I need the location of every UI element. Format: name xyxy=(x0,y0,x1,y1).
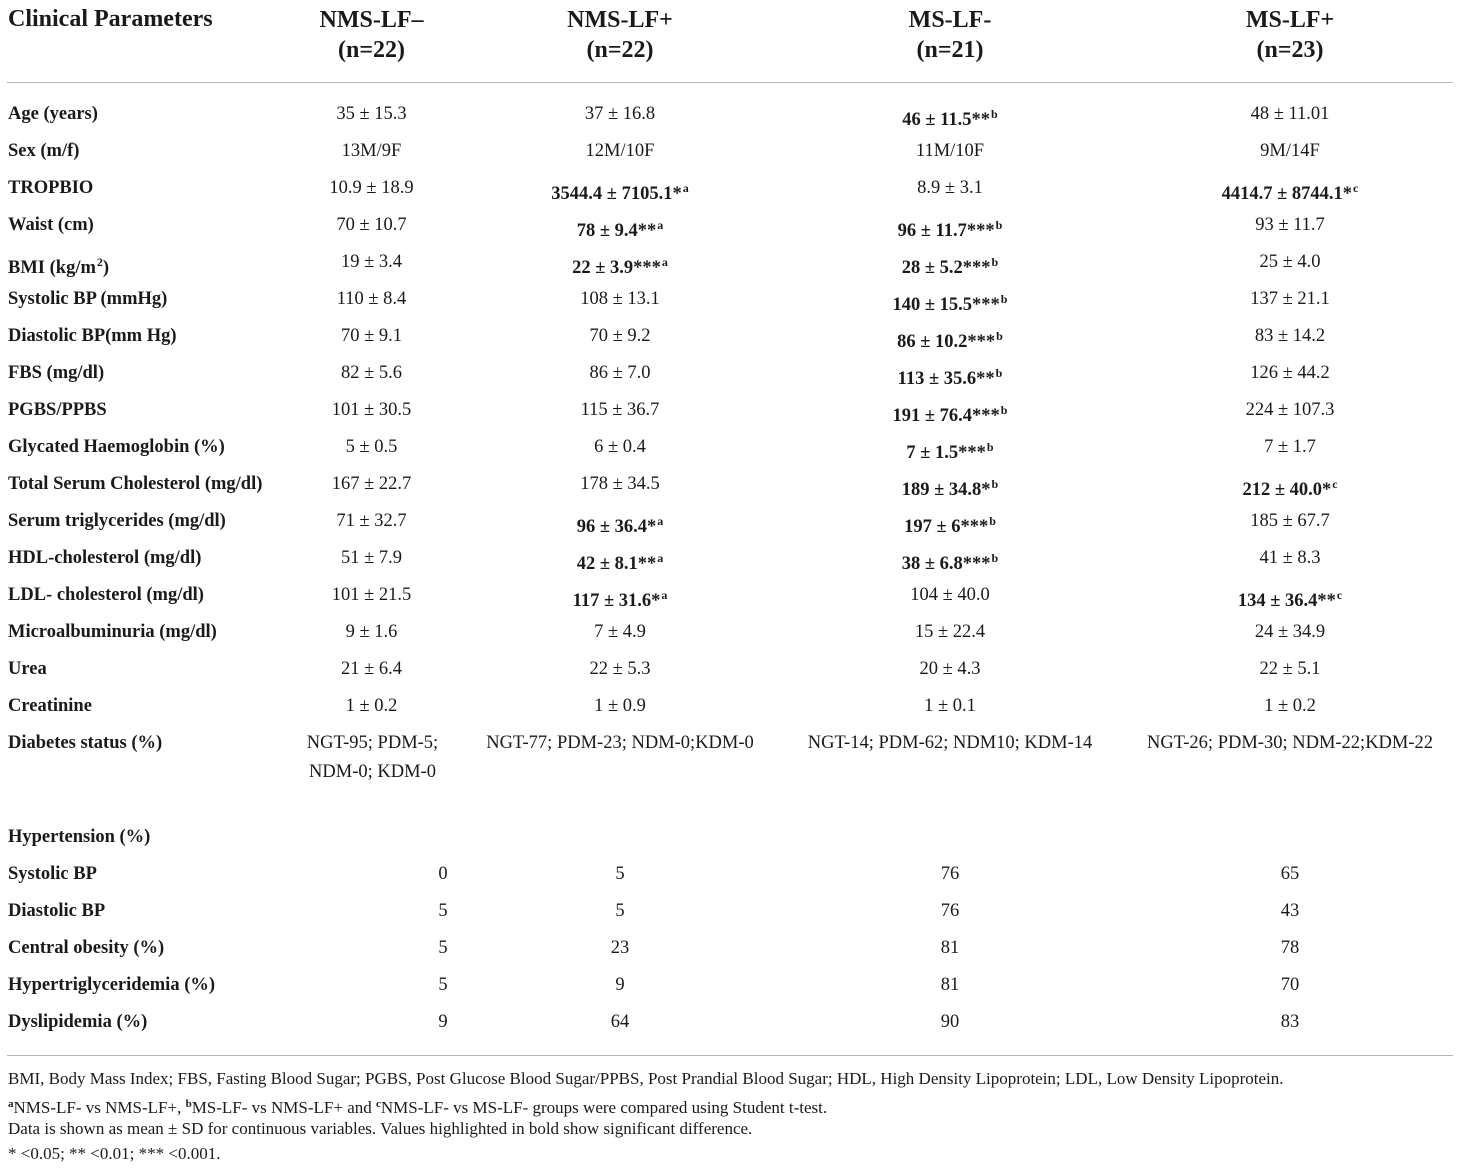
table-cell xyxy=(1120,174,1460,208)
table-cell: 90 xyxy=(940,1012,960,1032)
cell-sup: a xyxy=(657,514,664,528)
table-cell xyxy=(300,581,443,609)
cell-value: 134 ± 36.4** xyxy=(1237,591,1336,611)
table-row xyxy=(0,618,1460,655)
footnote-significance: * <0.05; ** <0.01; *** <0.001. xyxy=(8,1144,221,1163)
row-label xyxy=(8,359,104,387)
table-cell xyxy=(780,285,1120,319)
footnote-sup-b: b xyxy=(185,1098,192,1110)
table-cell: 5 xyxy=(438,938,448,958)
row-label-text: LDL- cholesterol (mg/dl) xyxy=(8,585,204,605)
cell-value: 137 ± 21.1 xyxy=(1250,289,1330,309)
table-cell xyxy=(450,396,790,424)
cell-value: 96 ± 36.4* xyxy=(576,517,657,537)
cell-value: 126 ± 44.2 xyxy=(1250,363,1330,383)
cell-sup: a xyxy=(661,255,668,269)
row-label-text: Systolic BP (mmHg) xyxy=(8,289,168,309)
table-row xyxy=(0,470,1460,507)
cell-value: 21 ± 6.4 xyxy=(340,659,403,679)
table-cell: 5 xyxy=(615,901,625,921)
table-cell xyxy=(1120,322,1460,350)
table-cell xyxy=(1120,359,1460,387)
group-name: NMS-LF– xyxy=(319,7,424,33)
row-label: Diabetes status (%) xyxy=(8,733,163,753)
row-label-text: Creatinine xyxy=(8,696,92,716)
row-label-text: PGBS/PPBS xyxy=(8,400,107,420)
table-cell xyxy=(780,544,1120,578)
footnote-cmp-2: MS-LF- vs NMS-LF+ and xyxy=(191,1098,377,1117)
cell-value: 1 ± 0.9 xyxy=(594,696,646,716)
row-label xyxy=(8,248,109,282)
table-cell xyxy=(300,322,443,350)
table-cell xyxy=(780,322,1120,356)
cell-value: 28 ± 5.2*** xyxy=(901,258,991,278)
table-row xyxy=(0,100,1460,137)
cell-value: 22 ± 5.1 xyxy=(1259,659,1321,679)
cell-value: 35 ± 15.3 xyxy=(336,104,407,124)
cell-sup: b xyxy=(991,255,999,269)
footnote-abbreviations: BMI, Body Mass Index; FBS, Fasting Blood Sugar; PGBS, Post Glucose Blood Sugar/PPBS, Post Prandial Blood Sugar; HDL, High Density Lipoprotein; LDL, Low Density Lipoprotein. xyxy=(8,1069,1284,1088)
table-cell xyxy=(450,322,790,350)
table-row xyxy=(0,507,1460,544)
footnote-sup-a: a xyxy=(8,1098,14,1110)
group-n: (n=21) xyxy=(916,37,984,63)
cell-sup: b xyxy=(1000,292,1008,306)
table-cell: 70 xyxy=(1280,975,1300,995)
table-row xyxy=(0,897,1460,934)
table-cell: 43 xyxy=(1280,901,1300,921)
footer-rule xyxy=(7,1055,1453,1056)
table-cell: 5 xyxy=(438,901,448,921)
table-row-hypertension xyxy=(0,823,1460,860)
table-cell: NGT-26; PDM-30; NDM-22;KDM-22 xyxy=(1146,733,1434,753)
cell-sup: a xyxy=(682,181,689,195)
cell-value: 189 ± 34.8* xyxy=(901,480,991,500)
table-cell xyxy=(780,433,1120,467)
header-group-nms-lf-neg xyxy=(300,5,443,65)
table-cell xyxy=(300,137,443,165)
cell-value: 82 ± 5.6 xyxy=(340,363,403,383)
cell-value: 37 ± 16.8 xyxy=(584,104,656,124)
cell-value: 115 ± 36.7 xyxy=(580,400,660,420)
table-cell: 64 xyxy=(610,1012,630,1032)
table-cell xyxy=(450,285,790,313)
table-cell xyxy=(1120,211,1460,239)
row-label xyxy=(8,581,204,609)
cell-value: 191 ± 76.4*** xyxy=(892,406,1000,426)
table-row xyxy=(0,359,1460,396)
row-label-text: Glycated Haemoglobin (%) xyxy=(8,437,225,457)
table-cell xyxy=(1120,285,1460,313)
row-label-end: ) xyxy=(102,258,110,278)
cell-value: 110 ± 8.4 xyxy=(336,289,407,309)
cell-value: 104 ± 40.0 xyxy=(910,585,990,605)
row-label xyxy=(8,433,225,461)
row-label xyxy=(8,211,94,239)
header-group-nms-lf-pos xyxy=(450,5,790,65)
table-cell xyxy=(1120,137,1460,165)
cell-value: 70 ± 9.2 xyxy=(589,326,651,346)
table-cell: NGT-77; PDM-23; NDM-0;KDM-0 xyxy=(486,733,754,753)
cell-sup: c xyxy=(1353,181,1359,195)
table-cell xyxy=(300,100,443,128)
table-cell xyxy=(780,100,1120,134)
row-label-text: Sex (m/f) xyxy=(8,141,80,161)
row-label-text: Microalbuminuria (mg/dl) xyxy=(8,622,217,642)
cell-value: 8.9 ± 3.1 xyxy=(917,178,983,198)
cell-sup: a xyxy=(657,551,664,565)
table-cell: NGT-14; PDM-62; NDM10; KDM-14 xyxy=(807,733,1093,753)
cell-value: 1 ± 0.2 xyxy=(345,696,398,716)
cell-value: 113 ± 35.6** xyxy=(897,369,995,389)
table-cell: 23 xyxy=(610,938,630,958)
cell-value: 7 ± 1.5*** xyxy=(906,443,986,463)
row-label-text: Total Serum Cholesterol (mg/dl) xyxy=(8,474,263,494)
table-cell xyxy=(300,359,443,387)
cell-value: 13M/9F xyxy=(341,141,402,161)
header-group-ms-lf-neg xyxy=(780,5,1120,65)
table-cell xyxy=(300,655,443,683)
row-label xyxy=(8,100,98,128)
cell-value: 10.9 ± 18.9 xyxy=(329,178,414,198)
cell-value: 22 ± 3.9*** xyxy=(572,258,661,278)
cell-value: 11M/10F xyxy=(915,141,985,161)
row-label xyxy=(8,285,167,313)
row-label xyxy=(8,544,201,572)
cell-value: 3544.4 ± 7105.1* xyxy=(551,184,682,204)
cell-value: 5 ± 0.5 xyxy=(345,437,398,457)
row-label-text: FBS (mg/dl) xyxy=(8,363,105,383)
table-cell: 81 xyxy=(940,938,960,958)
group-n: (n=22) xyxy=(337,37,405,63)
cell-value: 93 ± 11.7 xyxy=(1255,215,1325,235)
header-group-ms-lf-pos xyxy=(1120,5,1460,65)
cell-sup: c xyxy=(1336,588,1343,602)
table-cell: 78 xyxy=(1280,938,1300,958)
cell-sup: b xyxy=(996,329,1003,343)
row-label-text: Waist (cm) xyxy=(8,215,94,235)
row-label xyxy=(8,396,107,424)
table-cell xyxy=(300,507,443,535)
cell-value: 96 ± 11.7*** xyxy=(897,221,995,241)
cell-value: 83 ± 14.2 xyxy=(1254,326,1326,346)
table-cell: 9 xyxy=(438,1012,448,1032)
cell-sup: a xyxy=(657,218,664,232)
row-label-text: BMI (kg/m xyxy=(8,258,96,278)
row-label: Hypertriglyceridemia (%) xyxy=(8,975,216,995)
table-cell xyxy=(450,137,790,165)
table-cell xyxy=(1120,100,1460,128)
table-row xyxy=(0,137,1460,174)
cell-value: 25 ± 4.0 xyxy=(1259,252,1321,272)
table-cell xyxy=(450,100,790,128)
table-cell: 0 xyxy=(438,864,448,884)
row-label xyxy=(8,137,79,165)
cell-value: 41 ± 8.3 xyxy=(1259,548,1321,568)
row-label: Systolic BP xyxy=(8,864,97,884)
table-cell xyxy=(1120,618,1460,646)
row-label xyxy=(8,655,47,683)
cell-value: 51 ± 7.9 xyxy=(340,548,403,568)
cell-value: 178 ± 34.5 xyxy=(580,474,660,494)
cell-value: 1 ± 0.1 xyxy=(924,696,976,716)
cell-value: 19 ± 3.4 xyxy=(340,252,403,272)
row-label-text: Diastolic BP(mm Hg) xyxy=(8,326,177,346)
cell-value: 9M/14F xyxy=(1260,141,1320,161)
group-name: NMS-LF+ xyxy=(567,7,673,33)
cell-value: 46 ± 11.5** xyxy=(902,110,991,130)
table-cell xyxy=(780,581,1120,609)
table-cell xyxy=(780,248,1120,282)
cell-value: 78 ± 9.4** xyxy=(576,221,657,241)
table-cell xyxy=(450,211,790,245)
cell-value: 12M/10F xyxy=(585,141,655,161)
row-label-text: Age (years) xyxy=(8,104,98,124)
table-cell xyxy=(300,433,443,461)
table-cell xyxy=(1120,248,1460,276)
cell-sup: b xyxy=(995,218,1003,232)
table-cell xyxy=(450,692,790,720)
table-cell: 65 xyxy=(1280,864,1300,884)
row-label: Central obesity (%) xyxy=(8,938,165,958)
table-cell xyxy=(780,618,1120,646)
cell-value: 38 ± 6.8*** xyxy=(901,554,991,574)
table-row xyxy=(0,1008,1460,1045)
row-label xyxy=(8,470,262,498)
table-row xyxy=(0,934,1460,971)
table-cell xyxy=(450,433,790,461)
cell-value: 1 ± 0.2 xyxy=(1264,696,1316,716)
cell-value: 167 ± 22.7 xyxy=(331,474,412,494)
table-row xyxy=(0,322,1460,359)
cell-value: 4414.7 ± 8744.1* xyxy=(1221,184,1353,204)
footnote-sup-c: c xyxy=(376,1098,381,1110)
table-cell: 5 xyxy=(615,864,625,884)
cell-value: 7 ± 4.9 xyxy=(594,622,646,642)
cell-sup: b xyxy=(986,440,994,454)
table-cell xyxy=(1120,655,1460,683)
table-cell: 76 xyxy=(940,864,960,884)
table-cell xyxy=(450,655,790,683)
table-cell xyxy=(1120,544,1460,572)
cell-sup: b xyxy=(989,514,996,528)
table-cell xyxy=(1120,692,1460,720)
table-row xyxy=(0,174,1460,211)
footnote-cmp-1: NMS-LF- vs NMS-LF+, xyxy=(13,1098,186,1117)
group-n: (n=23) xyxy=(1256,37,1324,63)
cell-sup: b xyxy=(991,107,998,121)
group-name: MS-LF- xyxy=(908,7,992,33)
footnote-cmp-3: NMS-LF- vs MS-LF- groups were compared using Student t-test. xyxy=(380,1098,828,1117)
row-label-text: HDL-cholesterol (mg/dl) xyxy=(8,548,202,568)
cell-value: 15 ± 22.4 xyxy=(914,622,986,642)
table-row xyxy=(0,581,1460,618)
table-row xyxy=(0,544,1460,581)
table-row xyxy=(0,655,1460,692)
table-cell xyxy=(300,396,443,424)
row-label-text: TROPBIO xyxy=(8,178,94,198)
cell-value: 9 ± 1.6 xyxy=(345,622,398,642)
table-cell: 9 xyxy=(615,975,625,995)
cell-value: 24 ± 34.9 xyxy=(1254,622,1326,642)
table-cell xyxy=(300,544,443,572)
cell-sup: a xyxy=(661,588,668,602)
table-cell xyxy=(450,618,790,646)
table-cell: 76 xyxy=(940,901,960,921)
table-cell xyxy=(450,507,790,541)
group-n: (n=22) xyxy=(586,37,654,63)
cell-sup: b xyxy=(991,477,999,491)
cell-value: 117 ± 31.6* xyxy=(572,591,661,611)
header-parameters: Clinical Parameters xyxy=(8,6,213,32)
table-cell xyxy=(1120,396,1460,424)
table-row xyxy=(0,971,1460,1008)
table-cell xyxy=(300,174,443,202)
table-cell xyxy=(450,544,790,578)
table-cell xyxy=(780,470,1120,504)
cell-value: 101 ± 21.5 xyxy=(331,585,412,605)
cell-value: 212 ± 40.0* xyxy=(1242,480,1332,500)
row-label: Dyslipidemia (%) xyxy=(8,1012,148,1032)
row-label xyxy=(8,507,226,535)
table-cell xyxy=(300,618,443,646)
cell-value: 108 ± 13.1 xyxy=(580,289,660,309)
cell-value: 70 ± 10.7 xyxy=(336,215,407,235)
cell-value: 86 ± 10.2*** xyxy=(897,332,996,352)
cell-value: 42 ± 8.1** xyxy=(576,554,657,574)
table-cell xyxy=(1120,433,1460,461)
cell-value: 48 ± 11.01 xyxy=(1250,104,1330,124)
table-cell xyxy=(780,396,1120,430)
row-label: Diastolic BP xyxy=(8,901,106,921)
cell-sup: c xyxy=(1332,477,1338,491)
cell-value: 22 ± 5.3 xyxy=(589,659,651,679)
table-cell xyxy=(1120,470,1460,504)
cell-sup: b xyxy=(995,366,1003,380)
cell-value: 140 ± 15.5*** xyxy=(892,295,1000,315)
table-row xyxy=(0,248,1460,285)
table-row xyxy=(0,433,1460,470)
table-cell xyxy=(1120,507,1460,535)
table-cell xyxy=(450,359,790,387)
cell-value: 7 ± 1.7 xyxy=(1264,437,1316,457)
table-cell: 83 xyxy=(1280,1012,1300,1032)
table-cell xyxy=(780,359,1120,393)
table-cell xyxy=(300,470,443,498)
row-label-text: Serum triglycerides (mg/dl) xyxy=(8,511,226,531)
table-cell: 81 xyxy=(940,975,960,995)
table-row xyxy=(0,285,1460,322)
table-cell xyxy=(1120,581,1460,615)
cell-value: 86 ± 7.0 xyxy=(589,363,651,383)
cell-value: 185 ± 67.7 xyxy=(1250,511,1330,531)
table-cell: NGT-95; PDM-5; NDM-0; KDM-0 xyxy=(306,733,439,782)
cell-sup: b xyxy=(991,551,999,565)
table-cell xyxy=(300,285,443,313)
table-cell xyxy=(780,507,1120,541)
row-label-sup: 2 xyxy=(96,255,103,269)
table-cell xyxy=(450,174,790,208)
table-row xyxy=(0,211,1460,248)
cell-sup: b xyxy=(1000,403,1008,417)
table-row xyxy=(0,692,1460,729)
table-row-diabetes xyxy=(0,729,1460,823)
row-label xyxy=(8,174,93,202)
table-cell xyxy=(300,211,443,239)
row-label xyxy=(8,322,177,350)
row-label: Hypertension (%) xyxy=(8,827,151,847)
cell-value: 197 ± 6*** xyxy=(904,517,989,537)
header-rule xyxy=(7,82,1453,83)
table-cell: 5 xyxy=(438,975,448,995)
cell-value: 70 ± 9.1 xyxy=(340,326,403,346)
row-label-text: Urea xyxy=(8,659,47,679)
table-row xyxy=(0,860,1460,897)
table-cell xyxy=(780,655,1120,683)
group-name: MS-LF+ xyxy=(1245,7,1335,33)
table-cell xyxy=(780,211,1120,245)
table-cell xyxy=(450,470,790,498)
cell-value: 101 ± 30.5 xyxy=(331,400,412,420)
table-cell xyxy=(780,692,1120,720)
cell-value: 71 ± 32.7 xyxy=(336,511,407,531)
cell-value: 20 ± 4.3 xyxy=(919,659,981,679)
table-cell xyxy=(450,581,790,615)
table-cell xyxy=(300,692,443,720)
table-cell xyxy=(300,248,443,276)
row-label xyxy=(8,692,92,720)
cell-value: 224 ± 107.3 xyxy=(1245,400,1335,420)
cell-value: 6 ± 0.4 xyxy=(594,437,646,457)
table-cell xyxy=(450,248,790,282)
table-cell xyxy=(780,137,1120,165)
table-row xyxy=(0,396,1460,433)
table-cell xyxy=(780,174,1120,202)
footnote-data-note: Data is shown as mean ± SD for continuous variables. Values highlighted in bold show significant difference. xyxy=(8,1119,753,1138)
row-label xyxy=(8,618,217,646)
